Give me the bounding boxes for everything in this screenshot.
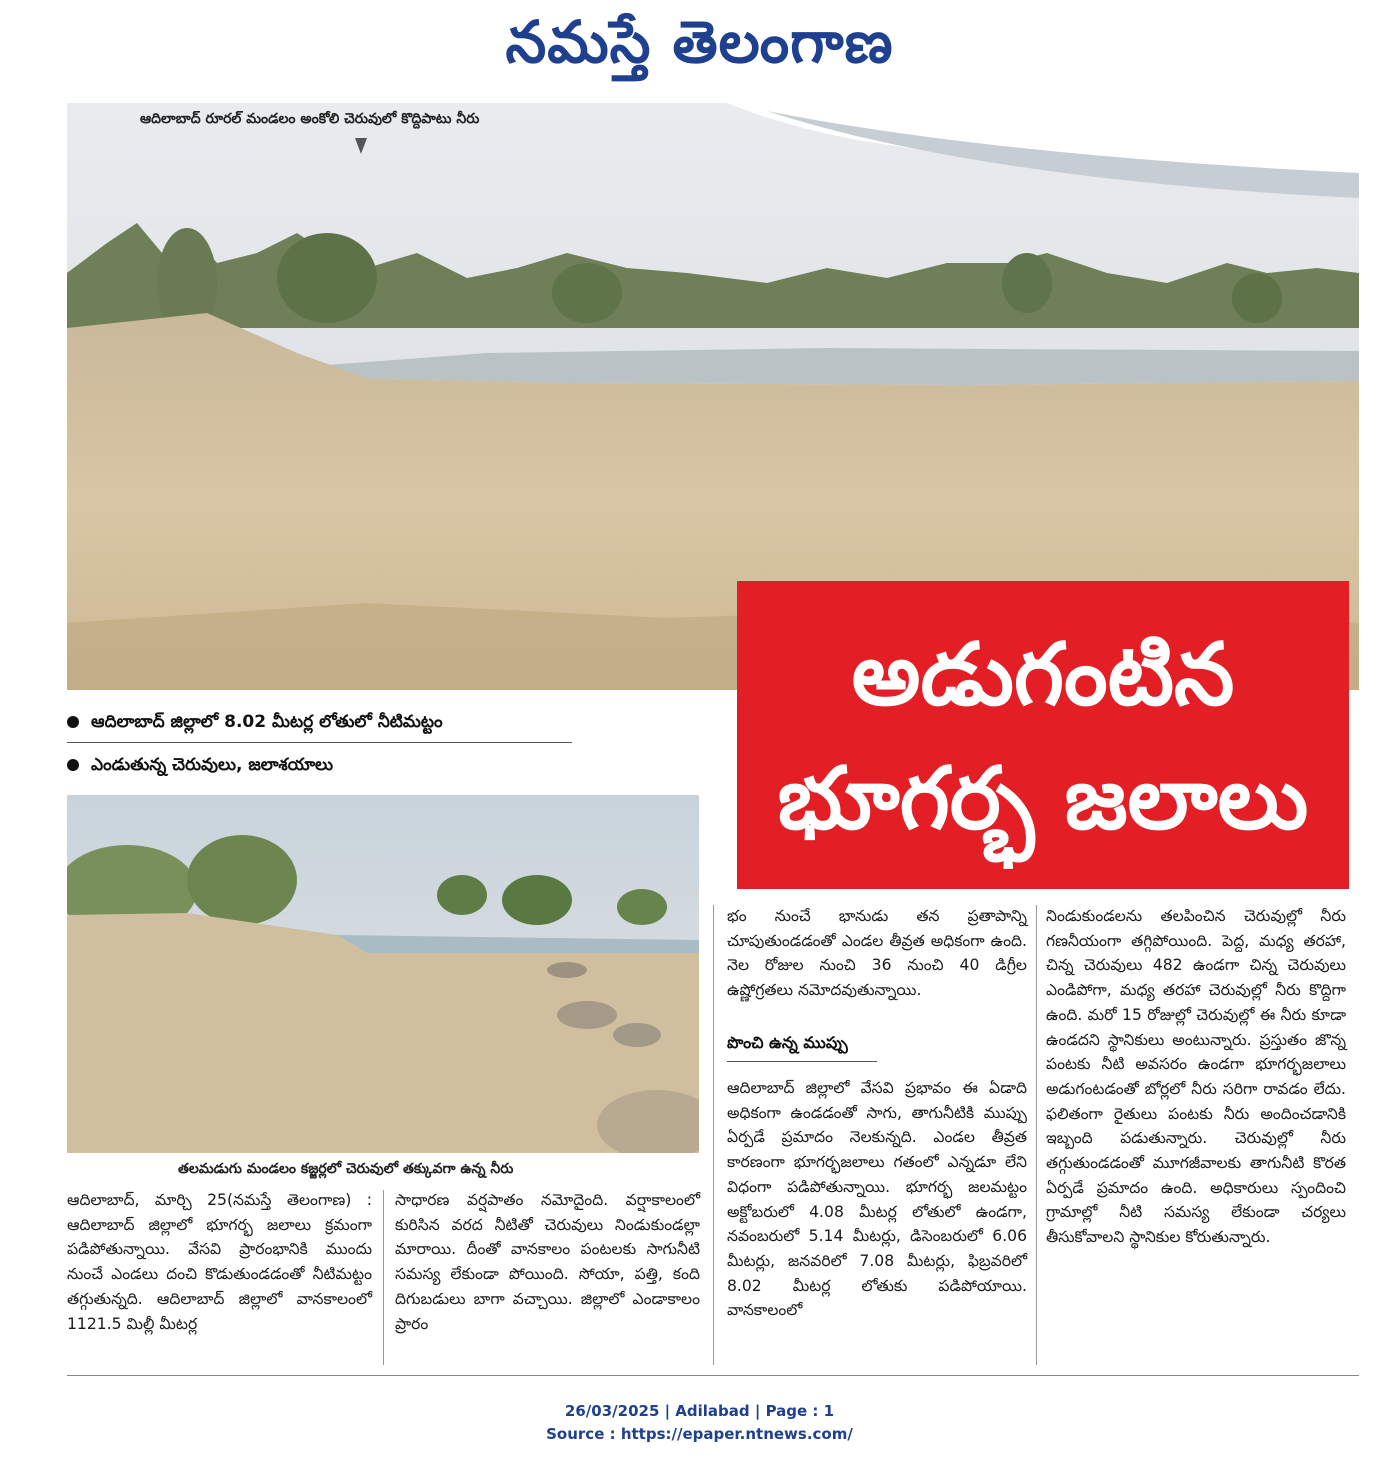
footer-source: Source : https://epaper.ntnews.com/ xyxy=(546,1425,853,1443)
photo2-caption: తలమడుగు మండలం కజ్జర్లలో చెరువులో తక్కువగా ఉన్న నీరు xyxy=(178,1161,514,1177)
photo1-caption: ఆదిలాబాద్ రూరల్ మండలం అంకోలి చెరువులో కొద్దిపాటు నీరు xyxy=(140,111,480,127)
article-column-3-top: భం నుంచే భానుడు తన ప్రతాపాన్ని చూపుతుండడంతో ఎండల తీవ్రత అధికంగా ఉంది. నెల రోజుల నుంచి 36 నుంచి 40 డిగ్రీల ఉష్ణోగ్రతలు నమోదవుతున్నాయి. xyxy=(727,907,1027,1000)
decorative-swoosh xyxy=(727,103,1359,233)
article-column-3-bottom: ఆదిలాబాద్ జిల్లాలో వేసవి ప్రభావం ఈ ఏడాది అధికంగా ఉండడంతో సాగు, తాగునీటికి ముప్పు ఏర్పడే ప్రమాదం నెలకున్నది. ఎండల తీవ్రత కారణంగా భూగర్భజలాలు గతంలో ఎన్నడూ లేని విధంగా పడిపోతున్నాయి. భూగర్భ జలమట్టం అక్టోబరులో 4.08 మీటర్ల లోతులో ఉండగా, నవంబరులో 5.14 మీటర్లు, డిసెంబరులో 6.06 మీటర్లు, జనవరిలో 7.08 మీటర్లు, ఫిబ్రవరిలో 8.02 మీటర్ల లోతుకు పడిపోయాయి. వానకాలంలో xyxy=(727,1079,1027,1320)
article-column-4: నిండుకుండలను తలపించిన చెరువుల్లో నీరు గణనీయంగా తగ్గిపోయింది. పెద్ద, మధ్య తరహా, చిన్న చెరువులు 482 ఉండగా చిన్న చెరువులు ఎండిపోగా, మధ్య తరహా చెరువుల్లో నీరు కొద్దిగా ఉంది. మరో 15 రోజుల్లో చెరువుల్లో ఈ నీరు కూడా ఉండదని స్థానికులు అంటున్నారు. ప్రస్తుతం జొన్న పంటకు నీటి అవసరం ఉండగా భూగర్భజలాలు అడుగంటడంతో బోర్లలో నీరు సరిగా రావడం లేదు. ఫలితంగా రైతులు పంటకు నీరు అందించడానికి ఇబ్బంది పడుతున్నారు. చెరువుల్లో నీరు తగ్గుతుండడంతో మూగజీవాలకు తాగునీటి కొరత ఏర్పడే ప్రమాదం ఉంది. అధికారులు స్పందించి గ్రామాల్లో నీటి సమస్య లేకుండా చర్యలు తీసుకోవాలని స్థానికుల కోరుతున్నారు. xyxy=(1046,907,1346,1247)
footer-date-edition: 26/03/2025 | Adilabad | Page : 1 xyxy=(564,1402,835,1420)
column-separator xyxy=(383,1190,384,1365)
column-separator xyxy=(713,905,714,1365)
article-column-2: సాధారణ వర్షపాతం నమోదైంది. వర్షాకాలంలో కురిసిన వరద నీటితో చెరువులు నిండుకుండల్లా మారాయి. దీంతో వానకాలం పంటలకు సాగునీటి సమస్య లేకుండా పోయింది. సోయా, పత్తి, కంది దిగుబడులు బాగా వచ్చాయి. జిల్లాలో ఎండాకాలం ప్రారం xyxy=(395,1191,700,1333)
bullet-text-2: ఎండుతున్న చెరువులు, జలాశయాలు xyxy=(91,755,333,775)
column-separator xyxy=(1036,905,1037,1365)
bullet-item-1 xyxy=(67,712,443,736)
headline-line1: అడుగంటిన xyxy=(851,625,1235,725)
bullet-text-1: ఆదిలాబాద్ జిల్లాలో 8.02 మీటర్ల లోతులో నీటిమట్టం xyxy=(91,712,443,732)
footer-divider xyxy=(67,1375,1359,1376)
divider xyxy=(67,742,572,743)
headline-line2: భూగర్భ జలాలు xyxy=(777,749,1309,849)
headline-box xyxy=(737,581,1349,889)
masthead-logo: నమస్తే తెలంగాణ xyxy=(505,8,894,76)
bullet-dot-icon xyxy=(67,759,79,771)
bullet-item-2 xyxy=(67,755,333,779)
subheading-underline xyxy=(727,1061,877,1062)
bullet-dot-icon xyxy=(67,716,79,728)
photo-kajjarla-pond-image xyxy=(67,795,699,1153)
caption-arrow-icon xyxy=(355,138,367,154)
photo-kajjarla-pond xyxy=(67,795,699,1153)
article-column-1: ఆదిలాబాద్, మార్చి 25(నమస్తే తెలంగాణ) : ఆదిలాబాద్ జిల్లాలో భూగర్భ జలాలు క్రమంగా పడిపోతున్నాయి. వేసవి ప్రారంభానికి ముందు నుంచే ఎండలు దంచి కొడుతుండడంతో నీటిమట్టం తగ్గుతున్నది. ఆదిలాబాద్ జిల్లాలో వానకాలంలో 1121.5 మిల్లీ మీటర్ల xyxy=(67,1191,372,1333)
subheading: పొంచి ఉన్న ముప్పు xyxy=(727,1033,848,1052)
